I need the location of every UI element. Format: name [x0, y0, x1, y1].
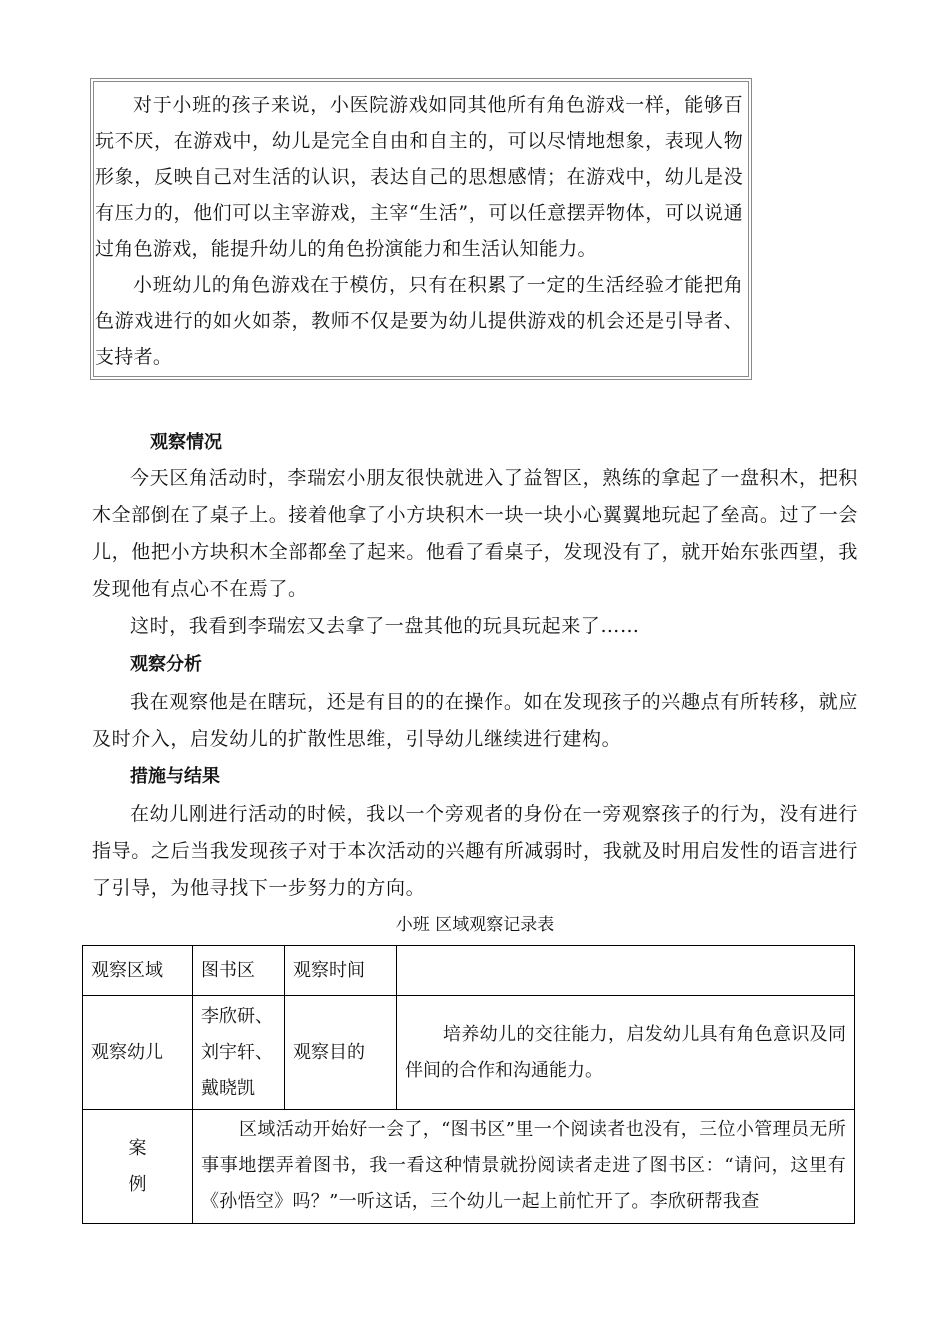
intro-paragraph-2: 小班幼儿的角色游戏在于模仿，只有在积累了一定的生活经验才能把角色游戏进行的如火如荼，教师不仅是要为幼儿提供游戏的机会还是引导者、支持者。	[95, 274, 743, 368]
observation-section	[92, 428, 858, 645]
case-text-cell: 区域活动开始好一会了，“图书区”里一个阅读者也没有，三位小管理员无所事事地摆弄着图书，我一看这种情景就扮阅读者走进了图书区：“请问，这里有《孙悟空》吗？”一听这话，三个幼儿一起上前忙开了。李欣研帮我查	[193, 1110, 855, 1224]
child-name: 李欣研、	[201, 1005, 273, 1027]
measures-section	[92, 762, 858, 907]
intro-paragraph-1: 对于小班的孩子来说，小医院游戏如同其他所有角色游戏一样，能够百玩不厌，在游戏中，幼儿是完全自由和自主的，可以尽情地想象，表现人物形象，反映自己对生活的认识，表达自己的思想感情；在游戏中，幼儿是没有压力的，他们可以主宰游戏，主宰“生活”，可以任意摆弄物体，可以说通过角色游戏，能提升幼儿的角色扮演能力和生活认知能力。	[95, 94, 743, 260]
child-name: 刘宇轩、	[201, 1041, 273, 1063]
goal-label-cell: 观察目的	[285, 996, 397, 1110]
table-row	[83, 1110, 855, 1224]
time-value-cell	[397, 946, 855, 996]
child-name: 戴晓凯	[201, 1077, 255, 1099]
analysis-heading: 观察分析	[130, 654, 202, 675]
analysis-section	[92, 650, 858, 758]
children-label-cell: 观察幼儿	[83, 996, 193, 1110]
case-label-char: 例	[128, 1173, 147, 1195]
measures-paragraph: 在幼儿刚进行活动的时候，我以一个旁观者的身份在一旁观察孩子的行为，没有进行指导。之后当我发现孩子对于本次活动的兴趣有所减弱时，我就及时用启发性的语言进行了引导，为他寻找下一步努力的方向。	[92, 803, 858, 899]
measures-heading: 措施与结果	[130, 766, 220, 787]
time-label-cell: 观察时间	[285, 946, 397, 996]
observation-paragraph-1: 今天区角活动时，李瑞宏小朋友很快就进入了益智区，熟练的拿起了一盘积木，把积木全部倒在了桌子上。接着他拿了小方块积木一块一块小心翼翼地玩起了垒高。过了一会儿，他把小方块积木全部都垒了起来。他看了看桌子，发现没有了，就开始东张西望，我发现他有点心不在焉了。	[92, 467, 858, 600]
children-names-cell	[193, 996, 285, 1110]
case-label-cell	[83, 1110, 193, 1224]
intro-text-box	[90, 78, 752, 380]
goal-value-cell: 培养幼儿的交往能力，启发幼儿具有角色意识及同伴间的合作和沟通能力。	[397, 996, 855, 1110]
observation-paragraph-2: 这时，我看到李瑞宏又去拿了一盘其他的玩具玩起来了……	[130, 615, 640, 637]
table-row	[83, 996, 855, 1110]
case-label-char: 案	[128, 1137, 147, 1159]
observation-record-table	[82, 945, 855, 1224]
analysis-paragraph: 我在观察他是在瞎玩，还是有目的的在操作。如在发现孩子的兴趣点有所转移，就应及时介入，启发幼儿的扩散性思维，引导幼儿继续进行建构。	[92, 691, 858, 750]
table-row	[83, 946, 855, 996]
area-value-cell: 图书区	[193, 946, 285, 996]
observation-heading: 观察情况	[150, 432, 222, 453]
table-title: 小班 区域观察记录表	[395, 915, 555, 935]
area-label-cell: 观察区域	[83, 946, 193, 996]
